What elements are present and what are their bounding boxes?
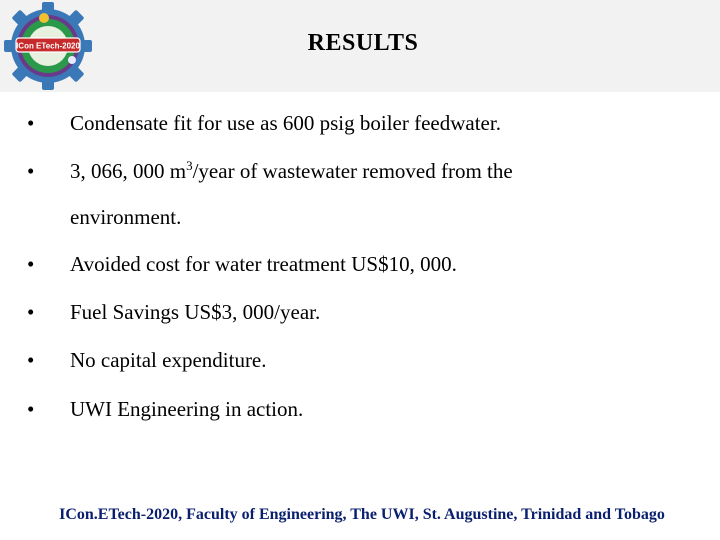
bullet-text: No capital expenditure. xyxy=(70,348,267,372)
bullet-text: Avoided cost for water treatment US$10, 000. xyxy=(70,252,457,276)
slide-title: RESULTS xyxy=(307,30,419,56)
footer-text: ICon.ETech-2020, Faculty of Engineering, The UWI, St. Augustine, Trinidad and Tobago xyxy=(59,506,665,523)
bullet-dot: • xyxy=(27,300,35,324)
bullet-dot: • xyxy=(27,397,35,421)
bullet-continuation: environment. xyxy=(70,205,182,229)
bullet-text: UWI Engineering in action. xyxy=(70,397,304,421)
bullet-dot: • xyxy=(27,159,35,183)
bullet-dot: • xyxy=(27,348,35,372)
bullet-text: Condensate fit for use as 600 psig boiler feedwater. xyxy=(70,111,501,135)
logo-badge-text: ICon ETech-2020 xyxy=(16,41,80,51)
bullet-dot: • xyxy=(27,111,35,135)
bullet-text: Fuel Savings US$3, 000/year. xyxy=(70,300,321,324)
superscript: 3 xyxy=(186,158,193,173)
bullet-dot: • xyxy=(27,252,35,276)
bullet-text: 3, 066, 000 $m^3$/year of wastewater removed from the xyxy=(70,158,513,183)
